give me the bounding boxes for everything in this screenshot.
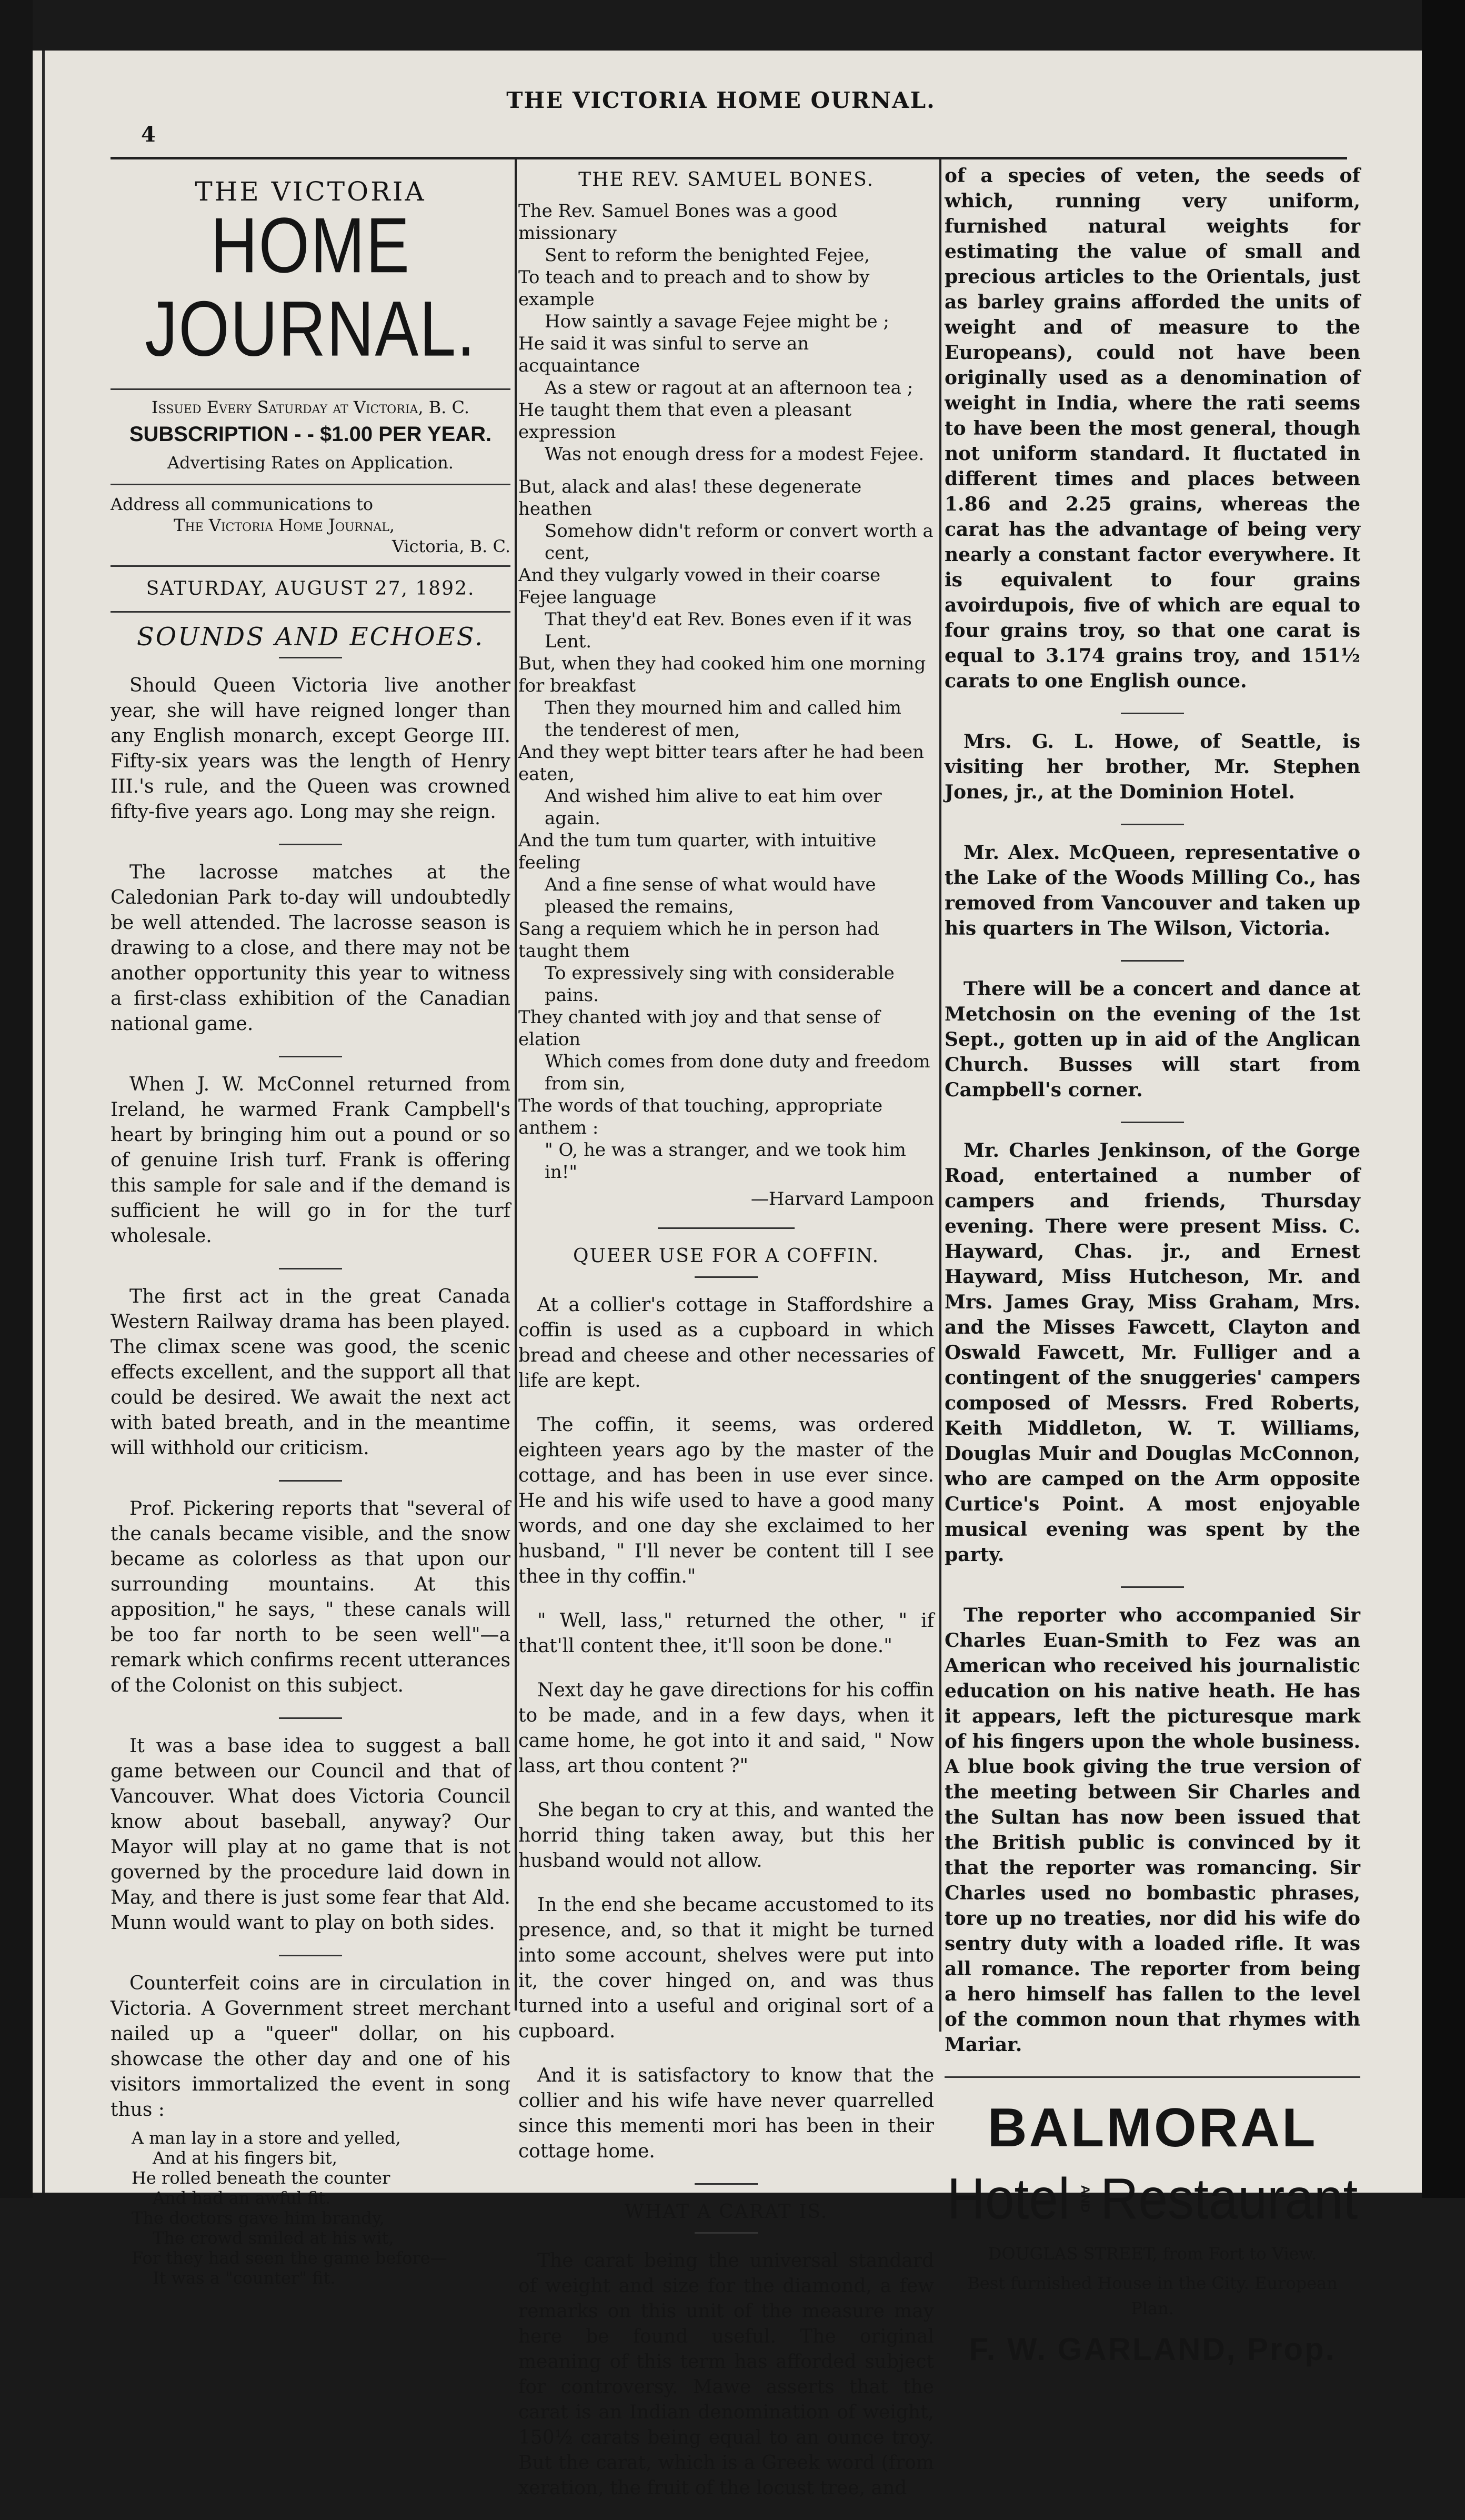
paragraph: Mr. Charles Jenkinson, of the Gorge Road, entertained a number of campers and friends, Thursday evening. There were present Miss. C. Hayward, Chas. jr., and Ernest Hayward, Miss Hutcheson, Mr. and Mrs. James Gray, Miss Graham, Mrs. and the Misses Fawcett, Clayton and Oswald Fawcett, Mr. Fulliger and a contingent of the snuggeries' campers composed of Messrs. Fred Roberts, Keith Middleton, W. T. Williams, Douglas Muir and Douglas McConnon, who are camped on the Arm opposite Curtice's Point. A most enjoyable musical evening was spent by the party.	[945, 1139, 1360, 1566]
issued-line: Issued Every Saturday at Victoria, B. C.	[151, 397, 470, 417]
paragraph: Should Queen Victoria live another year, she will have reigned longer than any English monarch, except George III. Fifty-six years was the length of Henry III.'s rule, and the Queen was crowned fifty-five years ago. Long may she reign.	[111, 675, 510, 823]
divider	[945, 2076, 1360, 2078]
poem-line: But, when they had cooked him one morning for breakfast	[518, 653, 926, 696]
paragraph: She began to cry at this, and wanted the horrid thing taken away, but this her husband would not allow.	[518, 1799, 934, 1872]
paragraph: of a species of veten, the seeds of which, running very uniform, furnished natural weights for estimating the value of small and precious articles to the Orientals, just as barley grains afforded the units of weight and of measure to the Europeans), could not have been originally used as a denomination of weight in India, where the rati seems to have been the most general, though not uniform standard. It fluctated in different times and places between 1.86 and 2.25 grains, whereas the carat has the advantage of being very nearly a constant factor everywhere. It is equivalent to four grains avoirdupois, five of which are equal to four grains troy, so that one carat is equal to 3.174 grains troy, and 151½ carats to one English ounce.	[945, 165, 1360, 692]
column-rule	[515, 158, 517, 2011]
column-1	[111, 163, 510, 2288]
poem-line: How saintly a savage Fejee might be ;	[545, 311, 889, 332]
masthead-title: HOME JOURNAL.	[145, 202, 476, 373]
poem-line: Sang a requiem which he in person had taught them	[518, 918, 879, 962]
column-3	[945, 163, 1360, 2367]
paragraph: Mr. Alex. McQueen, representative o the Lake of the Woods Milling Co., has removed from Vancouver and taken up his quarters in The Wilson, Victoria.	[945, 842, 1360, 939]
poem-line: And they vulgarly vowed in their coarse Fejee language	[518, 565, 881, 608]
paragraph: Mrs. G. L. Howe, of Seattle, is visiting her brother, Mr. Stephen Jones, jr., at the Dominion Hotel.	[945, 731, 1360, 803]
divider	[111, 565, 510, 567]
verse-line: He rolled beneath the counter	[132, 2168, 390, 2188]
divider	[1121, 1586, 1184, 1588]
verse	[111, 2128, 510, 2288]
poem-line: Sent to reform the benighted Fejee,	[545, 245, 870, 266]
poem-line: They chanted with joy and that sense of elation	[518, 1007, 880, 1050]
address-line: The Victoria Home Journal,	[174, 515, 395, 535]
article-heading: WHAT A CARAT IS.	[624, 2201, 828, 2223]
poem-attribution: —Harvard Lampoon	[750, 1188, 934, 1209]
verse-line: For they had seen the game before—	[132, 2248, 447, 2268]
page-number: 4	[141, 122, 156, 147]
divider	[279, 844, 342, 845]
paragraph: The first act in the great Canada Western Railway drama has been played. The climax scene was good, the scenic effects excellent, and the support all that could be desired. We await the next act with bated breath, and in the meantime will withhold our criticism.	[111, 1286, 510, 1459]
rates-line: Advertising Rates on Application.	[167, 453, 454, 473]
divider	[111, 611, 510, 613]
divider	[279, 1056, 342, 1057]
ad-title: BALMORAL	[987, 2097, 1318, 2158]
ad-and: AND	[1079, 2185, 1092, 2213]
paragraph: It was a base idea to suggest a ball game between our Council and that of Vancouver. What does Victoria Council know about baseball, anyway? Our Mayor will play at no game that is not governed by the procedure laid down in May, and there is just some fear that Ald. Munn would want to play on both sides.	[111, 1735, 510, 1934]
divider	[1121, 824, 1184, 825]
header-rule	[111, 157, 1347, 159]
address-block	[111, 494, 510, 557]
paragraph: At a collier's cottage in Staffordshire a coffin is used as a cupboard in which bread and cheese and other necessaries of life are kept.	[518, 1294, 934, 1392]
address-line: Address all communications to	[111, 494, 374, 514]
paragraph: The coffin, it seems, was ordered eighteen years ago by the master of the cottage, and has been in use ever since. He and his wife used to have a good many words, and one day she exclaimed to her husband, " I'll never be content till I see thee in thy coffin."	[518, 1414, 934, 1587]
running-head: THE VICTORIA HOME OURNAL.	[506, 87, 936, 113]
poem-line: Somehow didn't reform or convert worth a cent,	[545, 521, 934, 564]
divider	[1121, 1122, 1184, 1123]
divider	[695, 1276, 758, 1278]
address-line: Victoria, B. C.	[392, 536, 510, 556]
ad-street: DOUGLAS STREET, from Fort to View.	[988, 2244, 1317, 2264]
verse-line: The doctors gave him brandy,	[132, 2208, 385, 2228]
poem-line: And wished him alive to eat him over again.	[545, 786, 882, 829]
poem-line: He taught them that even a pleasant expression	[518, 399, 852, 443]
issue-date: SATURDAY, AUGUST 27, 1892.	[146, 578, 475, 599]
poem-line: To teach and to preach and to show by example	[518, 267, 870, 310]
divider	[279, 657, 342, 658]
poem-line: Was not enough dress for a modest Fejee.	[545, 444, 925, 465]
paragraph: The lacrosse matches at the Caledonian Park to-day will undoubtedly be well attended. The lacrosse season is drawing to a close, and there may not be another opportunity this year to witness a first-class exhibition of the Canadian national game.	[111, 862, 510, 1035]
divider	[279, 1268, 342, 1269]
divider	[111, 388, 510, 390]
ad-hotel: Hotel	[947, 2166, 1070, 2232]
poem-line: And the tum tum quarter, with intuitive feeling	[518, 830, 877, 873]
binding-line	[42, 51, 45, 2193]
paragraph: And it is satisfactory to know that the collier and his wife have never quarrelled since this mementi mori has been in their cottage home.	[518, 2065, 934, 2162]
divider	[695, 2232, 758, 2234]
paragraph: Next day he gave directions for his coffin to be made, and in a few days, when it came home, he got into it and said, " Now lass, art thou content ?"	[518, 1679, 934, 1777]
column-2	[518, 163, 934, 2520]
paragraph: There will be a concert and dance at Metchosin on the evening of the 1st Sept., gotten up in aid of the Anglican Church. Busses will start from Campbell's corner.	[945, 978, 1360, 1101]
divider	[111, 484, 510, 485]
subscription-line: SUBSCRIPTION - - $1.00 PER YEAR.	[129, 423, 492, 446]
verse-line: And had an awful fit.	[153, 2188, 331, 2208]
paragraph: In the end she became accustomed to its presence, and, so that it might be turned into some account, shelves were put into it, the cover hinged on, and was thus turned into a useful and original sort of a cupboard.	[518, 1894, 934, 2042]
poem	[518, 200, 934, 1183]
divider	[279, 1955, 342, 1956]
ad-restaurant: Restaurant	[1100, 2166, 1358, 2232]
divider	[279, 1480, 342, 1482]
poem-line: To expressively sing with considerable pains.	[545, 963, 895, 1006]
column-rule	[939, 158, 941, 2032]
verse-line: A man lay in a store and yelled,	[132, 2128, 401, 2148]
poem-line: And they wept bitter tears after he had been eaten,	[518, 742, 925, 785]
paragraph: When J. W. McConnel returned from Ireland, he warmed Frank Campbell's heart by bringing him out a pound or so of genuine Irish turf. Frank is offering this sample for sale and if the demand is sufficient he will go in for the turf wholesale.	[111, 1074, 510, 1247]
paragraph: Prof. Pickering reports that "several of the canals became visible, and the snow became as colorless as that upon our surrounding mountains. At this apposition," he says, " these canals will be too far north to be seen well"—a remark which confirms recent utterances of the Colonist on this subject.	[111, 1498, 510, 1696]
divider	[658, 1227, 795, 1229]
paragraph: The reporter who accompanied Sir Charles Euan-Smith to Fez was an American who received his journalistic education on his native heath. He has it appears, left the picturesque mark of his fingers upon the whole business. A blue book giving the true version of the meeting between Sir Charles and the Sultan has now been issued that the British public is convinced by it that the reporter was romancing. Sir Charles used no bombastic phrases, tore up no treaties, nor did his wife do sentry duty with a loaded rifle. It was all romance. The reporter from being a hero himself has fallen to the level of the common noun that rhymes with Mariar.	[945, 1604, 1360, 2056]
poem-line: Which comes from done duty and freedom from sin,	[545, 1051, 930, 1094]
poem-line: As a stew or ragout at an afternoon tea ;	[545, 377, 914, 398]
poem-line: Then they mourned him and called him the tenderest of men,	[545, 697, 901, 741]
poem-line: But, alack and alas! these degenerate heathen	[518, 476, 862, 519]
poem-line: He said it was sinful to serve an acquaintance	[518, 333, 809, 376]
poem-line: That they'd eat Rev. Bones even if it was Lent.	[545, 609, 912, 652]
masthead-small: THE VICTORIA	[195, 176, 426, 207]
scan-right-margin	[1422, 0, 1465, 2198]
section-heading: SOUNDS AND ECHOES.	[136, 622, 485, 652]
divider	[1121, 960, 1184, 962]
verse-line: The crowd smiled at his wit,	[153, 2228, 394, 2248]
poem-line: And a fine sense of what would have pleased the remains,	[545, 874, 876, 917]
divider	[1121, 713, 1184, 714]
paragraph: The carat being the universal standard of weight and size for the diamond, a few remarks on this unit of the measure may here be found useful. The original meaning of this term has afforded subject for controversy. Mawe asserts that the carat is an Indian denomination of weight, 150½ carats being equal to an ounce troy. But the carat, which is a Greek word (from xeration, the fruit of the locust tree, and	[518, 2250, 934, 2499]
poem-line	[518, 465, 934, 476]
ad-proprietor: F. W. GARLAND, Prop.	[969, 2332, 1336, 2367]
scan-left-margin	[0, 0, 33, 2198]
paragraph: " Well, lass," returned the other, " if that'll content thee, it'll soon be done."	[518, 1610, 934, 1657]
ad-description: Best furnished House in the City. European Plan.	[967, 2273, 1338, 2318]
poem-heading: THE REV. SAMUEL BONES.	[578, 169, 874, 191]
poem-line: The words of that touching, appropriate anthem :	[518, 1095, 883, 1138]
paragraph: Counterfeit coins are in circulation in Victoria. A Government street merchant nailed up a "queer" dollar, on his showcase the other day and one of his visitors immortalized the event in song thus :	[111, 1973, 510, 2121]
ad-hotel-restaurant	[945, 2164, 1360, 2234]
divider	[279, 1717, 342, 1719]
poem-line: The Rev. Samuel Bones was a good missionary	[518, 201, 838, 244]
article-heading: QUEER USE FOR A COFFIN.	[573, 1245, 880, 1267]
divider	[695, 2183, 758, 2185]
verse-line: It was a "counter" fit.	[153, 2268, 336, 2288]
poem-line: " O, he was a stranger, and we took him in!"	[545, 1139, 906, 1183]
verse-line: And at his fingers bit,	[153, 2148, 337, 2168]
